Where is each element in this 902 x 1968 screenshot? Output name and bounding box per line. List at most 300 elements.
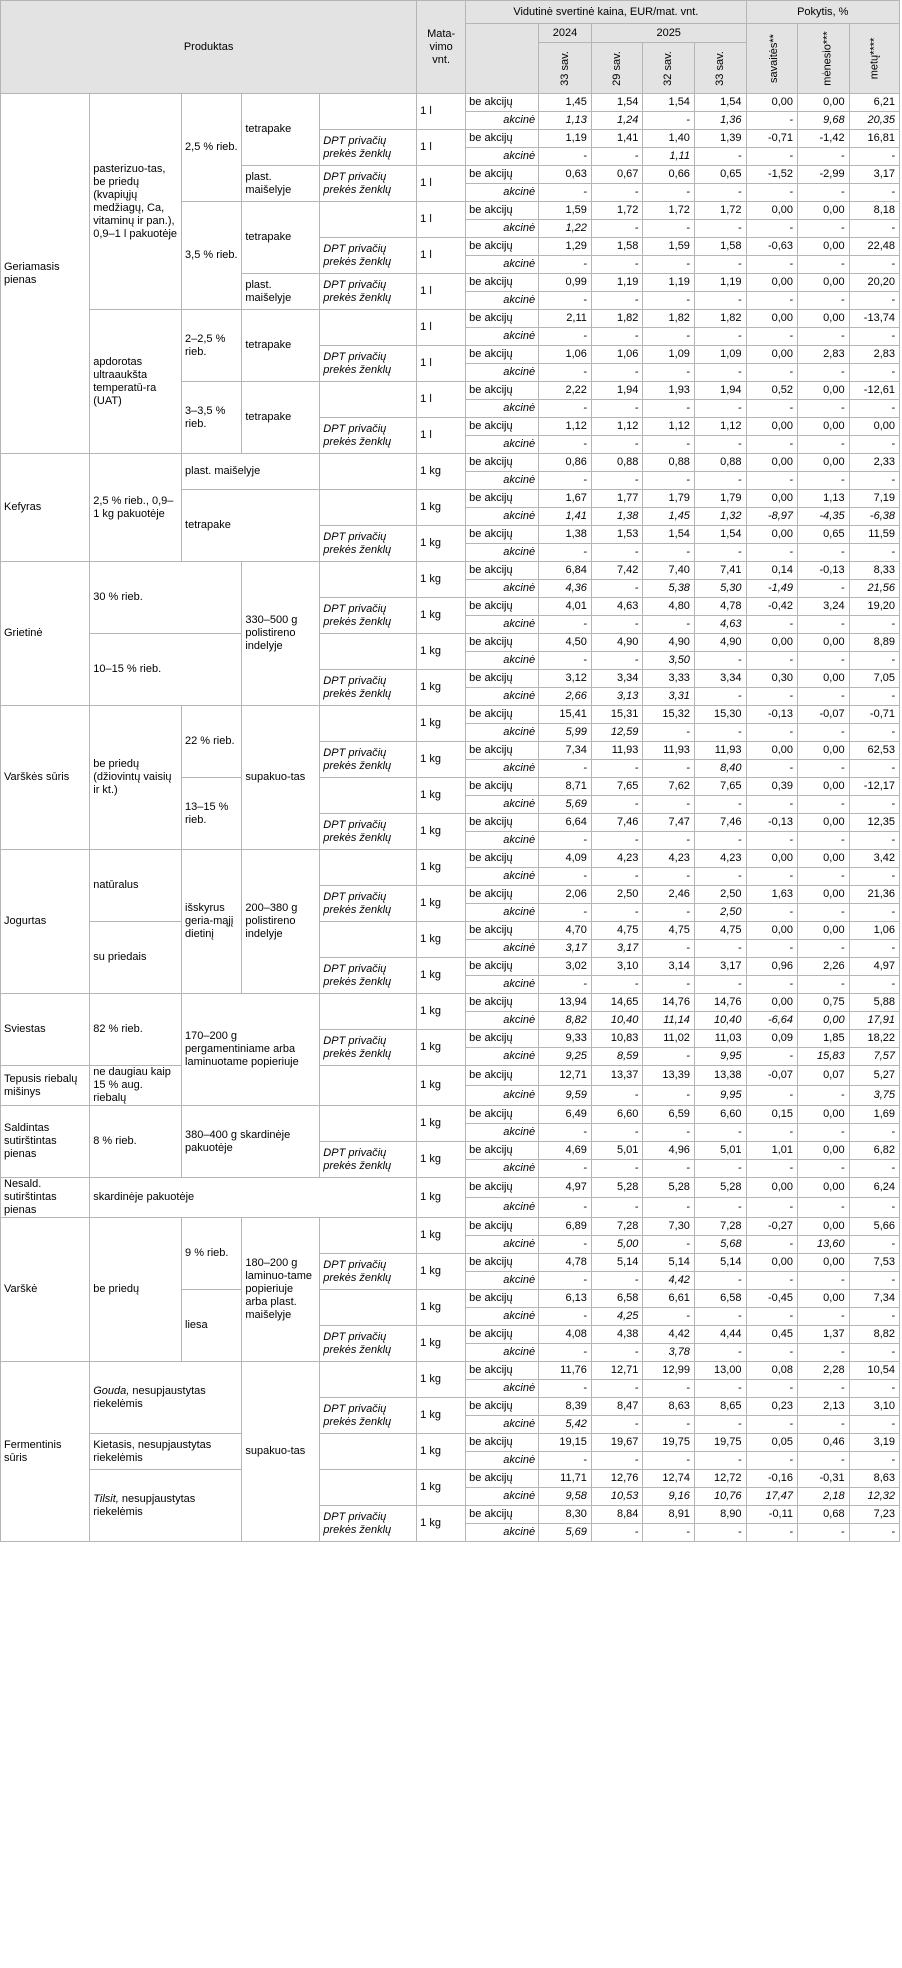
price-type: be akcijų — [466, 1470, 539, 1488]
value-cell: 0,00 — [746, 634, 798, 652]
value-cell: - — [694, 832, 746, 850]
value-cell: -0,63 — [746, 238, 798, 256]
value-cell: - — [746, 1198, 798, 1218]
value-cell: 4,75 — [643, 922, 695, 940]
value-cell: 11,03 — [694, 1030, 746, 1048]
value-cell: 3,17 — [694, 958, 746, 976]
value-cell: 8,65 — [694, 1398, 746, 1416]
value-cell: - — [643, 184, 695, 202]
table-row — [1, 1066, 900, 1086]
value-cell: 5,68 — [694, 1236, 746, 1254]
value-cell: - — [643, 1160, 695, 1178]
value-cell: 7,65 — [694, 778, 746, 796]
value-cell: - — [539, 868, 592, 886]
unit-cell: 1 l — [417, 238, 466, 274]
value-cell: 4,23 — [643, 850, 695, 868]
value-cell: 13,38 — [694, 1066, 746, 1086]
value-cell: 7,40 — [643, 562, 695, 580]
value-cell: - — [694, 976, 746, 994]
value-cell: 0,00 — [798, 850, 850, 868]
value-cell: - — [746, 832, 798, 850]
value-cell: 0,88 — [643, 454, 695, 472]
price-type: akcinė — [466, 760, 539, 778]
value-cell: -0,31 — [798, 1470, 850, 1488]
value-cell: - — [539, 1308, 592, 1326]
value-cell: 11,71 — [539, 1470, 592, 1488]
value-cell: - — [591, 760, 643, 778]
row-label-c2345: skardinėje pakuotėje — [90, 1178, 417, 1218]
value-cell: 0,00 — [746, 418, 798, 436]
price-type: akcinė — [466, 364, 539, 382]
value-cell: - — [849, 832, 899, 850]
value-cell: - — [643, 256, 695, 274]
value-cell: 0,00 — [798, 778, 850, 796]
value-cell: 1,12 — [591, 418, 643, 436]
value-cell: 10,40 — [694, 1012, 746, 1030]
value-cell: 0,00 — [798, 1012, 850, 1030]
table-row — [1, 1218, 900, 1236]
price-type: akcinė — [466, 976, 539, 994]
value-cell: - — [643, 472, 695, 490]
value-cell: 0,00 — [798, 418, 850, 436]
row-label-c3: 22 % rieb. — [182, 706, 242, 778]
value-cell: - — [643, 616, 695, 634]
row-label-c3: 2–2,5 % rieb. — [182, 310, 242, 382]
value-cell: 6,49 — [539, 1106, 592, 1124]
row-label-c23: Tilsit, nesupjaustytas riekelėmis — [90, 1470, 242, 1542]
price-type: be akcijų — [466, 1290, 539, 1308]
value-cell: 12,59 — [591, 724, 643, 742]
price-type: akcinė — [466, 580, 539, 598]
value-cell: 4,97 — [849, 958, 899, 976]
value-cell: 0,23 — [746, 1398, 798, 1416]
value-cell: - — [849, 1198, 899, 1218]
value-cell: 15,31 — [591, 706, 643, 724]
price-type: akcinė — [466, 616, 539, 634]
value-cell: 3,34 — [591, 670, 643, 688]
value-cell: 0,00 — [798, 814, 850, 832]
value-cell: 0,39 — [746, 778, 798, 796]
value-cell: - — [798, 868, 850, 886]
value-cell: - — [849, 220, 899, 238]
price-type: be akcijų — [466, 310, 539, 328]
value-cell: - — [746, 688, 798, 706]
price-type: akcinė — [466, 1086, 539, 1106]
price-type: be akcijų — [466, 346, 539, 364]
value-cell: - — [746, 1416, 798, 1434]
value-cell: 14,76 — [643, 994, 695, 1012]
value-cell: 10,76 — [694, 1488, 746, 1506]
value-cell: - — [643, 1048, 695, 1066]
value-cell: - — [694, 1308, 746, 1326]
value-cell: - — [643, 364, 695, 382]
value-cell: 4,23 — [591, 850, 643, 868]
header-blank — [466, 24, 539, 94]
value-cell: 5,28 — [643, 1178, 695, 1198]
value-cell: 12,71 — [539, 1066, 592, 1086]
value-cell: - — [591, 1086, 643, 1106]
private-label-cell: DPT privačių prekės ženklų — [320, 1142, 417, 1178]
row-label-c1: Saldintas sutirštintas pienas — [1, 1106, 90, 1178]
value-cell: 0,99 — [539, 274, 592, 292]
value-cell: - — [849, 616, 899, 634]
value-cell: 0,63 — [539, 166, 592, 184]
value-cell: - — [591, 256, 643, 274]
value-cell: 1,82 — [643, 310, 695, 328]
price-type: akcinė — [466, 256, 539, 274]
value-cell: 8,47 — [591, 1398, 643, 1416]
price-type: be akcijų — [466, 922, 539, 940]
private-label-cell — [320, 1434, 417, 1470]
value-cell: 0,45 — [746, 1326, 798, 1344]
value-cell: 0,00 — [746, 1254, 798, 1272]
value-cell: 0,00 — [798, 1142, 850, 1160]
unit-cell: 1 l — [417, 346, 466, 382]
value-cell: - — [746, 904, 798, 922]
value-cell: 1,59 — [539, 202, 592, 220]
value-cell: 1,09 — [694, 346, 746, 364]
price-type: be akcijų — [466, 634, 539, 652]
value-cell: 19,67 — [591, 1434, 643, 1452]
price-type: be akcijų — [466, 814, 539, 832]
value-cell: - — [591, 1452, 643, 1470]
value-cell: -1,42 — [798, 130, 850, 148]
value-cell: 0,05 — [746, 1434, 798, 1452]
value-cell: 8,90 — [694, 1506, 746, 1524]
value-cell: 3,33 — [643, 670, 695, 688]
value-cell: 4,23 — [694, 850, 746, 868]
value-cell: 0,00 — [798, 886, 850, 904]
value-cell: - — [694, 148, 746, 166]
value-cell: 6,82 — [849, 1142, 899, 1160]
value-cell: 8,84 — [591, 1506, 643, 1524]
value-cell: 7,28 — [694, 1218, 746, 1236]
value-cell: -0,07 — [746, 1066, 798, 1086]
private-label-cell: DPT privačių prekės ženklų — [320, 1326, 417, 1362]
value-cell: 1,45 — [643, 508, 695, 526]
value-cell: 0,75 — [798, 994, 850, 1012]
value-cell: 0,00 — [798, 1218, 850, 1236]
value-cell: 15,30 — [694, 706, 746, 724]
value-cell: 1,63 — [746, 886, 798, 904]
value-cell: - — [539, 652, 592, 670]
value-cell: -1,49 — [746, 580, 798, 598]
row-label-c2: be priedų (džiovintų vaisių ir kt.) — [90, 706, 182, 850]
value-cell: 0,00 — [798, 670, 850, 688]
value-cell: - — [849, 256, 899, 274]
value-cell: 1,54 — [643, 94, 695, 112]
value-cell: 2,26 — [798, 958, 850, 976]
table-header — [1, 1, 900, 94]
value-cell: - — [746, 1452, 798, 1470]
value-cell: - — [849, 868, 899, 886]
value-cell: - — [591, 1416, 643, 1434]
value-cell: - — [694, 292, 746, 310]
private-label-cell — [320, 490, 417, 526]
value-cell: - — [746, 868, 798, 886]
value-cell: 2,13 — [798, 1398, 850, 1416]
value-cell: -0,45 — [746, 1290, 798, 1308]
price-type: akcinė — [466, 1124, 539, 1142]
value-cell: - — [849, 544, 899, 562]
price-type: akcinė — [466, 472, 539, 490]
value-cell: 3,13 — [591, 688, 643, 706]
price-type: akcinė — [466, 904, 539, 922]
value-cell: 1,38 — [539, 526, 592, 544]
private-label-cell — [320, 1218, 417, 1254]
row-label-c4: tetrapake — [242, 94, 320, 166]
value-cell: 6,84 — [539, 562, 592, 580]
value-cell: -0,71 — [849, 706, 899, 724]
value-cell: - — [539, 832, 592, 850]
value-cell: 1,01 — [746, 1142, 798, 1160]
private-label-cell — [320, 1362, 417, 1398]
value-cell: -0,13 — [746, 706, 798, 724]
value-cell: 0,00 — [798, 1290, 850, 1308]
value-cell: 3,17 — [591, 940, 643, 958]
value-cell: 12,76 — [591, 1470, 643, 1488]
value-cell: 1,94 — [694, 382, 746, 400]
value-cell: -0,11 — [746, 1506, 798, 1524]
row-label-c3: 13–15 % rieb. — [182, 778, 242, 850]
value-cell: - — [746, 472, 798, 490]
value-cell: 9,95 — [694, 1086, 746, 1106]
unit-cell: 1 kg — [417, 1398, 466, 1434]
unit-cell: 1 kg — [417, 1178, 466, 1218]
value-cell: 13,60 — [798, 1236, 850, 1254]
value-cell: - — [849, 148, 899, 166]
header-change-month: mėnesio*** — [798, 24, 850, 94]
unit-cell: 1 kg — [417, 562, 466, 598]
price-type: akcinė — [466, 1452, 539, 1470]
value-cell: 0,00 — [746, 526, 798, 544]
value-cell: - — [849, 436, 899, 454]
value-cell: 3,17 — [849, 166, 899, 184]
value-cell: 6,24 — [849, 1178, 899, 1198]
private-label-cell: DPT privačių prekės ženklų — [320, 598, 417, 634]
value-cell: 0,68 — [798, 1506, 850, 1524]
value-cell: 6,21 — [849, 94, 899, 112]
price-type: be akcijų — [466, 778, 539, 796]
row-label-c2: 8 % rieb. — [90, 1106, 182, 1178]
header-year-2025: 2025 — [591, 24, 746, 43]
value-cell: - — [798, 904, 850, 922]
row-label-c2: be priedų — [90, 1218, 182, 1362]
value-cell: 1,24 — [591, 112, 643, 130]
value-cell: 4,90 — [694, 634, 746, 652]
value-cell: - — [798, 544, 850, 562]
value-cell: - — [694, 436, 746, 454]
value-cell: 1,54 — [694, 526, 746, 544]
value-cell: 5,28 — [694, 1178, 746, 1198]
header-year-2024: 2024 — [539, 24, 592, 43]
price-type: akcinė — [466, 1308, 539, 1326]
value-cell: - — [798, 1452, 850, 1470]
value-cell: 2,06 — [539, 886, 592, 904]
row-label-c4: tetrapake — [242, 202, 320, 274]
value-cell: -1,52 — [746, 166, 798, 184]
row-label-c2: natūralus — [90, 850, 182, 922]
value-cell: - — [591, 904, 643, 922]
value-cell: 3,17 — [539, 940, 592, 958]
value-cell: - — [694, 724, 746, 742]
table-row — [1, 1178, 900, 1198]
value-cell: -6,64 — [746, 1012, 798, 1030]
value-cell: - — [746, 940, 798, 958]
value-cell: 2,83 — [798, 346, 850, 364]
unit-cell: 1 kg — [417, 778, 466, 814]
value-cell: 4,09 — [539, 850, 592, 868]
value-cell: - — [798, 796, 850, 814]
value-cell: 10,53 — [591, 1488, 643, 1506]
value-cell: 6,60 — [694, 1106, 746, 1124]
value-cell: - — [643, 1198, 695, 1218]
value-cell: - — [694, 1124, 746, 1142]
private-label-cell: DPT privačių prekės ženklų — [320, 130, 417, 166]
value-cell: - — [591, 148, 643, 166]
value-cell: - — [849, 1236, 899, 1254]
value-cell: 1,45 — [539, 94, 592, 112]
value-cell: 1,36 — [694, 112, 746, 130]
value-cell: 1,41 — [539, 508, 592, 526]
value-cell: - — [539, 364, 592, 382]
row-label-c2: 2,5 % rieb., 0,9–1 kg pakuotėje — [90, 454, 182, 562]
value-cell: - — [591, 1380, 643, 1398]
value-cell: - — [798, 256, 850, 274]
value-cell: - — [746, 1524, 798, 1542]
row-label-c1: Fermentinis sūris — [1, 1362, 90, 1542]
value-cell: - — [798, 832, 850, 850]
value-cell: 3,24 — [798, 598, 850, 616]
row-label-c1: Kefyras — [1, 454, 90, 562]
value-cell: - — [746, 1124, 798, 1142]
value-cell: - — [798, 148, 850, 166]
unit-cell: 1 kg — [417, 922, 466, 958]
value-cell: 4,42 — [643, 1272, 695, 1290]
value-cell: 1,93 — [643, 382, 695, 400]
price-type: be akcijų — [466, 1326, 539, 1344]
row-label-c1: Varškė — [1, 1218, 90, 1362]
value-cell: - — [798, 328, 850, 346]
value-cell: 21,56 — [849, 580, 899, 598]
unit-cell: 1 kg — [417, 994, 466, 1030]
value-cell: 1,58 — [694, 238, 746, 256]
value-cell: - — [849, 760, 899, 778]
private-label-cell: DPT privačių prekės ženklų — [320, 526, 417, 562]
unit-cell: 1 kg — [417, 742, 466, 778]
table-row — [1, 1106, 900, 1124]
value-cell: 9,68 — [798, 112, 850, 130]
header-week: 33 sav. — [539, 43, 592, 94]
value-cell: 0,00 — [798, 382, 850, 400]
value-cell: 1,40 — [643, 130, 695, 148]
unit-cell: 1 kg — [417, 1254, 466, 1290]
value-cell: 0,30 — [746, 670, 798, 688]
unit-cell: 1 l — [417, 94, 466, 130]
value-cell: - — [643, 1086, 695, 1106]
value-cell: 8,63 — [849, 1470, 899, 1488]
value-cell: - — [539, 976, 592, 994]
price-type: akcinė — [466, 292, 539, 310]
value-cell: - — [591, 1124, 643, 1142]
row-label-c2: 82 % rieb. — [90, 994, 182, 1066]
price-type: akcinė — [466, 688, 539, 706]
value-cell: -0,13 — [798, 562, 850, 580]
value-cell: 0,07 — [798, 1066, 850, 1086]
value-cell: - — [539, 1344, 592, 1362]
value-cell: - — [643, 796, 695, 814]
value-cell: 19,20 — [849, 598, 899, 616]
value-cell: - — [798, 292, 850, 310]
row-label-c4: supakuo-tas — [242, 1362, 320, 1542]
value-cell: 1,37 — [798, 1326, 850, 1344]
value-cell: 5,14 — [643, 1254, 695, 1272]
value-cell: - — [694, 940, 746, 958]
value-cell: - — [849, 1524, 899, 1542]
value-cell: - — [643, 940, 695, 958]
row-label-c23: Gouda, nesupjaustytas riekelėmis — [90, 1362, 242, 1434]
value-cell: 3,19 — [849, 1434, 899, 1452]
value-cell: 0,86 — [539, 454, 592, 472]
value-cell: - — [643, 1236, 695, 1254]
value-cell: 3,31 — [643, 688, 695, 706]
value-cell: - — [798, 724, 850, 742]
value-cell: 0,00 — [746, 346, 798, 364]
unit-cell: 1 kg — [417, 958, 466, 994]
private-label-cell — [320, 706, 417, 742]
value-cell: 5,28 — [591, 1178, 643, 1198]
value-cell: - — [591, 220, 643, 238]
private-label-cell: DPT privačių prekės ženklų — [320, 418, 417, 454]
value-cell: - — [591, 472, 643, 490]
value-cell: 16,81 — [849, 130, 899, 148]
value-cell: - — [798, 1344, 850, 1362]
unit-cell: 1 kg — [417, 598, 466, 634]
value-cell: 12,35 — [849, 814, 899, 832]
value-cell: 5,66 — [849, 1218, 899, 1236]
price-type: be akcijų — [466, 94, 539, 112]
value-cell: - — [694, 868, 746, 886]
row-label-c1: Jogurtas — [1, 850, 90, 994]
value-cell: 1,82 — [591, 310, 643, 328]
price-type: akcinė — [466, 184, 539, 202]
row-label-c3: liesa — [182, 1290, 242, 1362]
value-cell: - — [694, 472, 746, 490]
value-cell: - — [849, 1272, 899, 1290]
value-cell: 8,33 — [849, 562, 899, 580]
value-cell: -0,71 — [746, 130, 798, 148]
value-cell: -0,16 — [746, 1470, 798, 1488]
value-cell: - — [539, 1452, 592, 1470]
unit-cell: 1 kg — [417, 1030, 466, 1066]
value-cell: - — [539, 544, 592, 562]
value-cell: 0,00 — [798, 922, 850, 940]
value-cell: 13,94 — [539, 994, 592, 1012]
table-row — [1, 922, 900, 940]
row-label-c3: 2,5 % rieb. — [182, 94, 242, 202]
value-cell: - — [798, 1272, 850, 1290]
value-cell: - — [798, 364, 850, 382]
value-cell: - — [539, 1236, 592, 1254]
row-label-c4: 180–200 g laminuo-tame popieriuje arba plast. maišelyje — [242, 1218, 320, 1362]
value-cell: 7,34 — [539, 742, 592, 760]
value-cell: - — [694, 184, 746, 202]
value-cell: - — [849, 1124, 899, 1142]
value-cell: 4,97 — [539, 1178, 592, 1198]
value-cell: - — [849, 1452, 899, 1470]
value-cell: 0,14 — [746, 562, 798, 580]
value-cell: - — [643, 400, 695, 418]
